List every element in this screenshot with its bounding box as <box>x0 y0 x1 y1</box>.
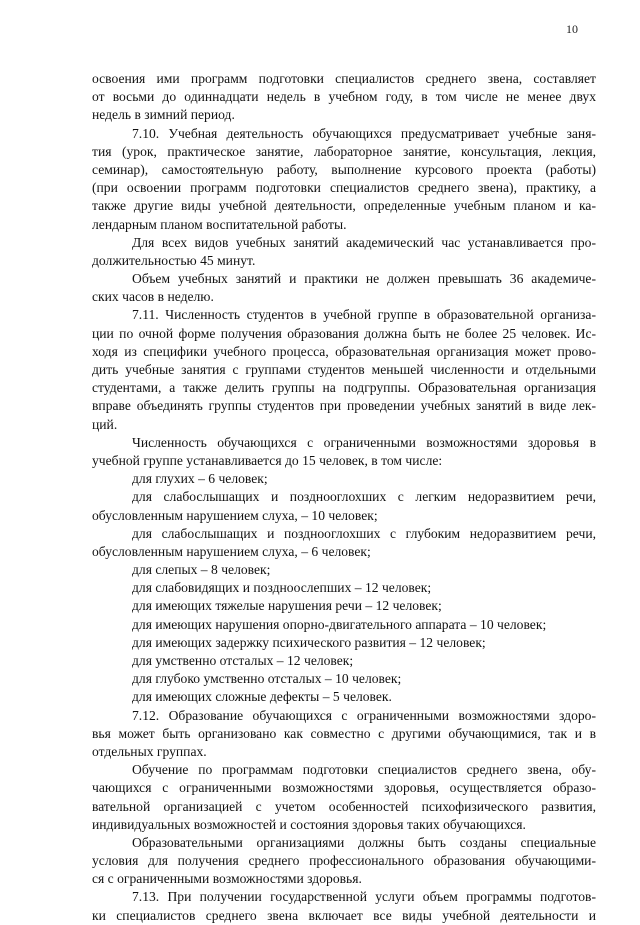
text-line: семинар), самостоятельную работу, выполнение курсового проекта (работы) <box>92 161 596 177</box>
paragraph <box>92 634 596 652</box>
text-line: 7.11. Численность студентов в учебной группе в образовательной организа- <box>132 307 596 323</box>
text-line: лендарным планом воспитательной работы. <box>92 216 347 232</box>
text-line: обусловленным нарушением слуха, – 10 человек; <box>92 507 378 523</box>
text-line: вья может быть организовано как совместно с другими обучающимися, так и в <box>92 725 596 741</box>
paragraph <box>92 488 596 524</box>
paragraph <box>92 834 596 889</box>
text-line: ся с ограниченными возможностями здоровья. <box>92 871 362 887</box>
paragraph <box>92 597 596 615</box>
paragraph <box>92 70 596 125</box>
paragraph <box>92 670 596 688</box>
text-line: для слабослышащих и позднооглохших с глубоким недоразвитием речи, <box>132 525 596 541</box>
text-line: для имеющих задержку психического развития – 12 человек; <box>132 634 486 650</box>
paragraph <box>92 652 596 670</box>
text-line: для слабослышащих и позднооглохших с легким недоразвитием речи, <box>132 489 596 505</box>
text-line: Численность обучающихся с ограниченными возможностями здоровья в <box>132 434 596 450</box>
text-line: дить учебные занятия с группами студентов меньшей численности и отдельными <box>92 362 596 377</box>
paragraph <box>92 434 596 470</box>
text-line: должительностью 45 минут. <box>92 252 256 268</box>
text-line: вательной организацией с учетом особенностей психофизического развития, <box>92 798 596 814</box>
text-line: чающихся с ограниченными возможностями здоровья, осуществляется образо- <box>92 780 596 796</box>
paragraph <box>92 688 596 706</box>
paragraph <box>92 125 596 234</box>
text-line: для глухих – 6 человек; <box>132 471 268 487</box>
text-line: для слепых – 8 человек; <box>132 562 271 578</box>
paragraph <box>92 888 596 924</box>
text-line: ций. <box>92 416 118 432</box>
text-line: для умственно отсталых – 12 человек; <box>132 653 354 668</box>
text-line: обусловленным нарушением слуха, – 6 человек; <box>92 543 371 559</box>
text-line: вправе объединять группы студентов при проведении учебных занятий в виде лек- <box>92 398 596 414</box>
text-line: тия (урок, практическое занятие, лабораторное занятие, консультация, лекция, <box>92 143 596 159</box>
text-line: условия для получения среднего профессионального образования обучающими- <box>92 853 596 869</box>
text-line: 7.10. Учебная деятельность обучающихся предусматривает учебные заня- <box>132 125 596 141</box>
paragraph <box>92 470 596 488</box>
text-line: Объем учебных занятий и практики не должен превышать 36 академиче- <box>132 271 596 287</box>
paragraph <box>92 761 596 834</box>
text-line: отдельных группах. <box>92 743 207 759</box>
paragraph <box>92 561 596 579</box>
text-line: 7.12. Образование обучающихся с ограниченными возможностями здоро- <box>132 707 596 723</box>
paragraph <box>92 707 596 762</box>
paragraph <box>92 616 596 634</box>
text-line: индивидуальных возможностей и состояния здоровья таких обучающихся. <box>92 816 526 832</box>
text-line: Для всех видов учебных занятий академический час устанавливается про- <box>132 234 596 250</box>
text-line: для имеющих сложные дефекты – 5 человек. <box>132 689 392 705</box>
text-line: учебной группе устанавливается до 15 человек, в том числе: <box>92 452 443 468</box>
paragraph <box>92 525 596 561</box>
text-line: ки специалистов среднего звена включает все виды учебной деятельности и <box>92 907 596 923</box>
paragraph <box>92 579 596 597</box>
text-line: ходя из специфики учебного процесса, образовательная организация может прово- <box>92 343 596 359</box>
text-line: для глубоко умственно отсталых – 10 человек; <box>132 671 402 687</box>
page-number: 10 <box>566 22 578 36</box>
text-line: (при освоении программ подготовки специалистов среднего звена), практику, а <box>92 180 596 196</box>
paragraph <box>92 306 596 433</box>
text-line: для имеющих нарушения опорно-двигательного аппарата – 10 человек; <box>132 616 547 632</box>
document-body <box>92 70 596 925</box>
text-line: Образовательными организациями должны быть созданы специальные <box>132 834 596 850</box>
text-line: от восьми до одиннадцати недель в учебном году, в том числе не менее двух <box>92 89 596 105</box>
text-line: ции по очной форме получения образования должна быть не более 25 человек. Ис- <box>92 325 596 341</box>
text-line: освоения ими программ подготовки специалистов среднего звена, составляет <box>92 71 596 86</box>
text-line: ских часов в неделю. <box>92 289 214 305</box>
paragraph <box>92 234 596 270</box>
text-line: для имеющих тяжелые нарушения речи – 12 человек; <box>132 598 442 614</box>
text-line: студентами, а также делить группы на подгруппы. Образовательная организация <box>92 380 596 396</box>
text-line: для слабовидящих и поздноослепших – 12 человек; <box>132 580 432 596</box>
text-line: также другие виды учебной деятельности, определенные учебным планом и ка- <box>92 198 596 214</box>
text-line: Обучение по программам подготовки специалистов среднего звена, обу- <box>132 762 596 778</box>
paragraph <box>92 270 596 306</box>
text-line: недель в зимний период. <box>92 107 235 123</box>
text-line: 7.13. При получении государственной услуги объем программы подготов- <box>132 889 596 905</box>
